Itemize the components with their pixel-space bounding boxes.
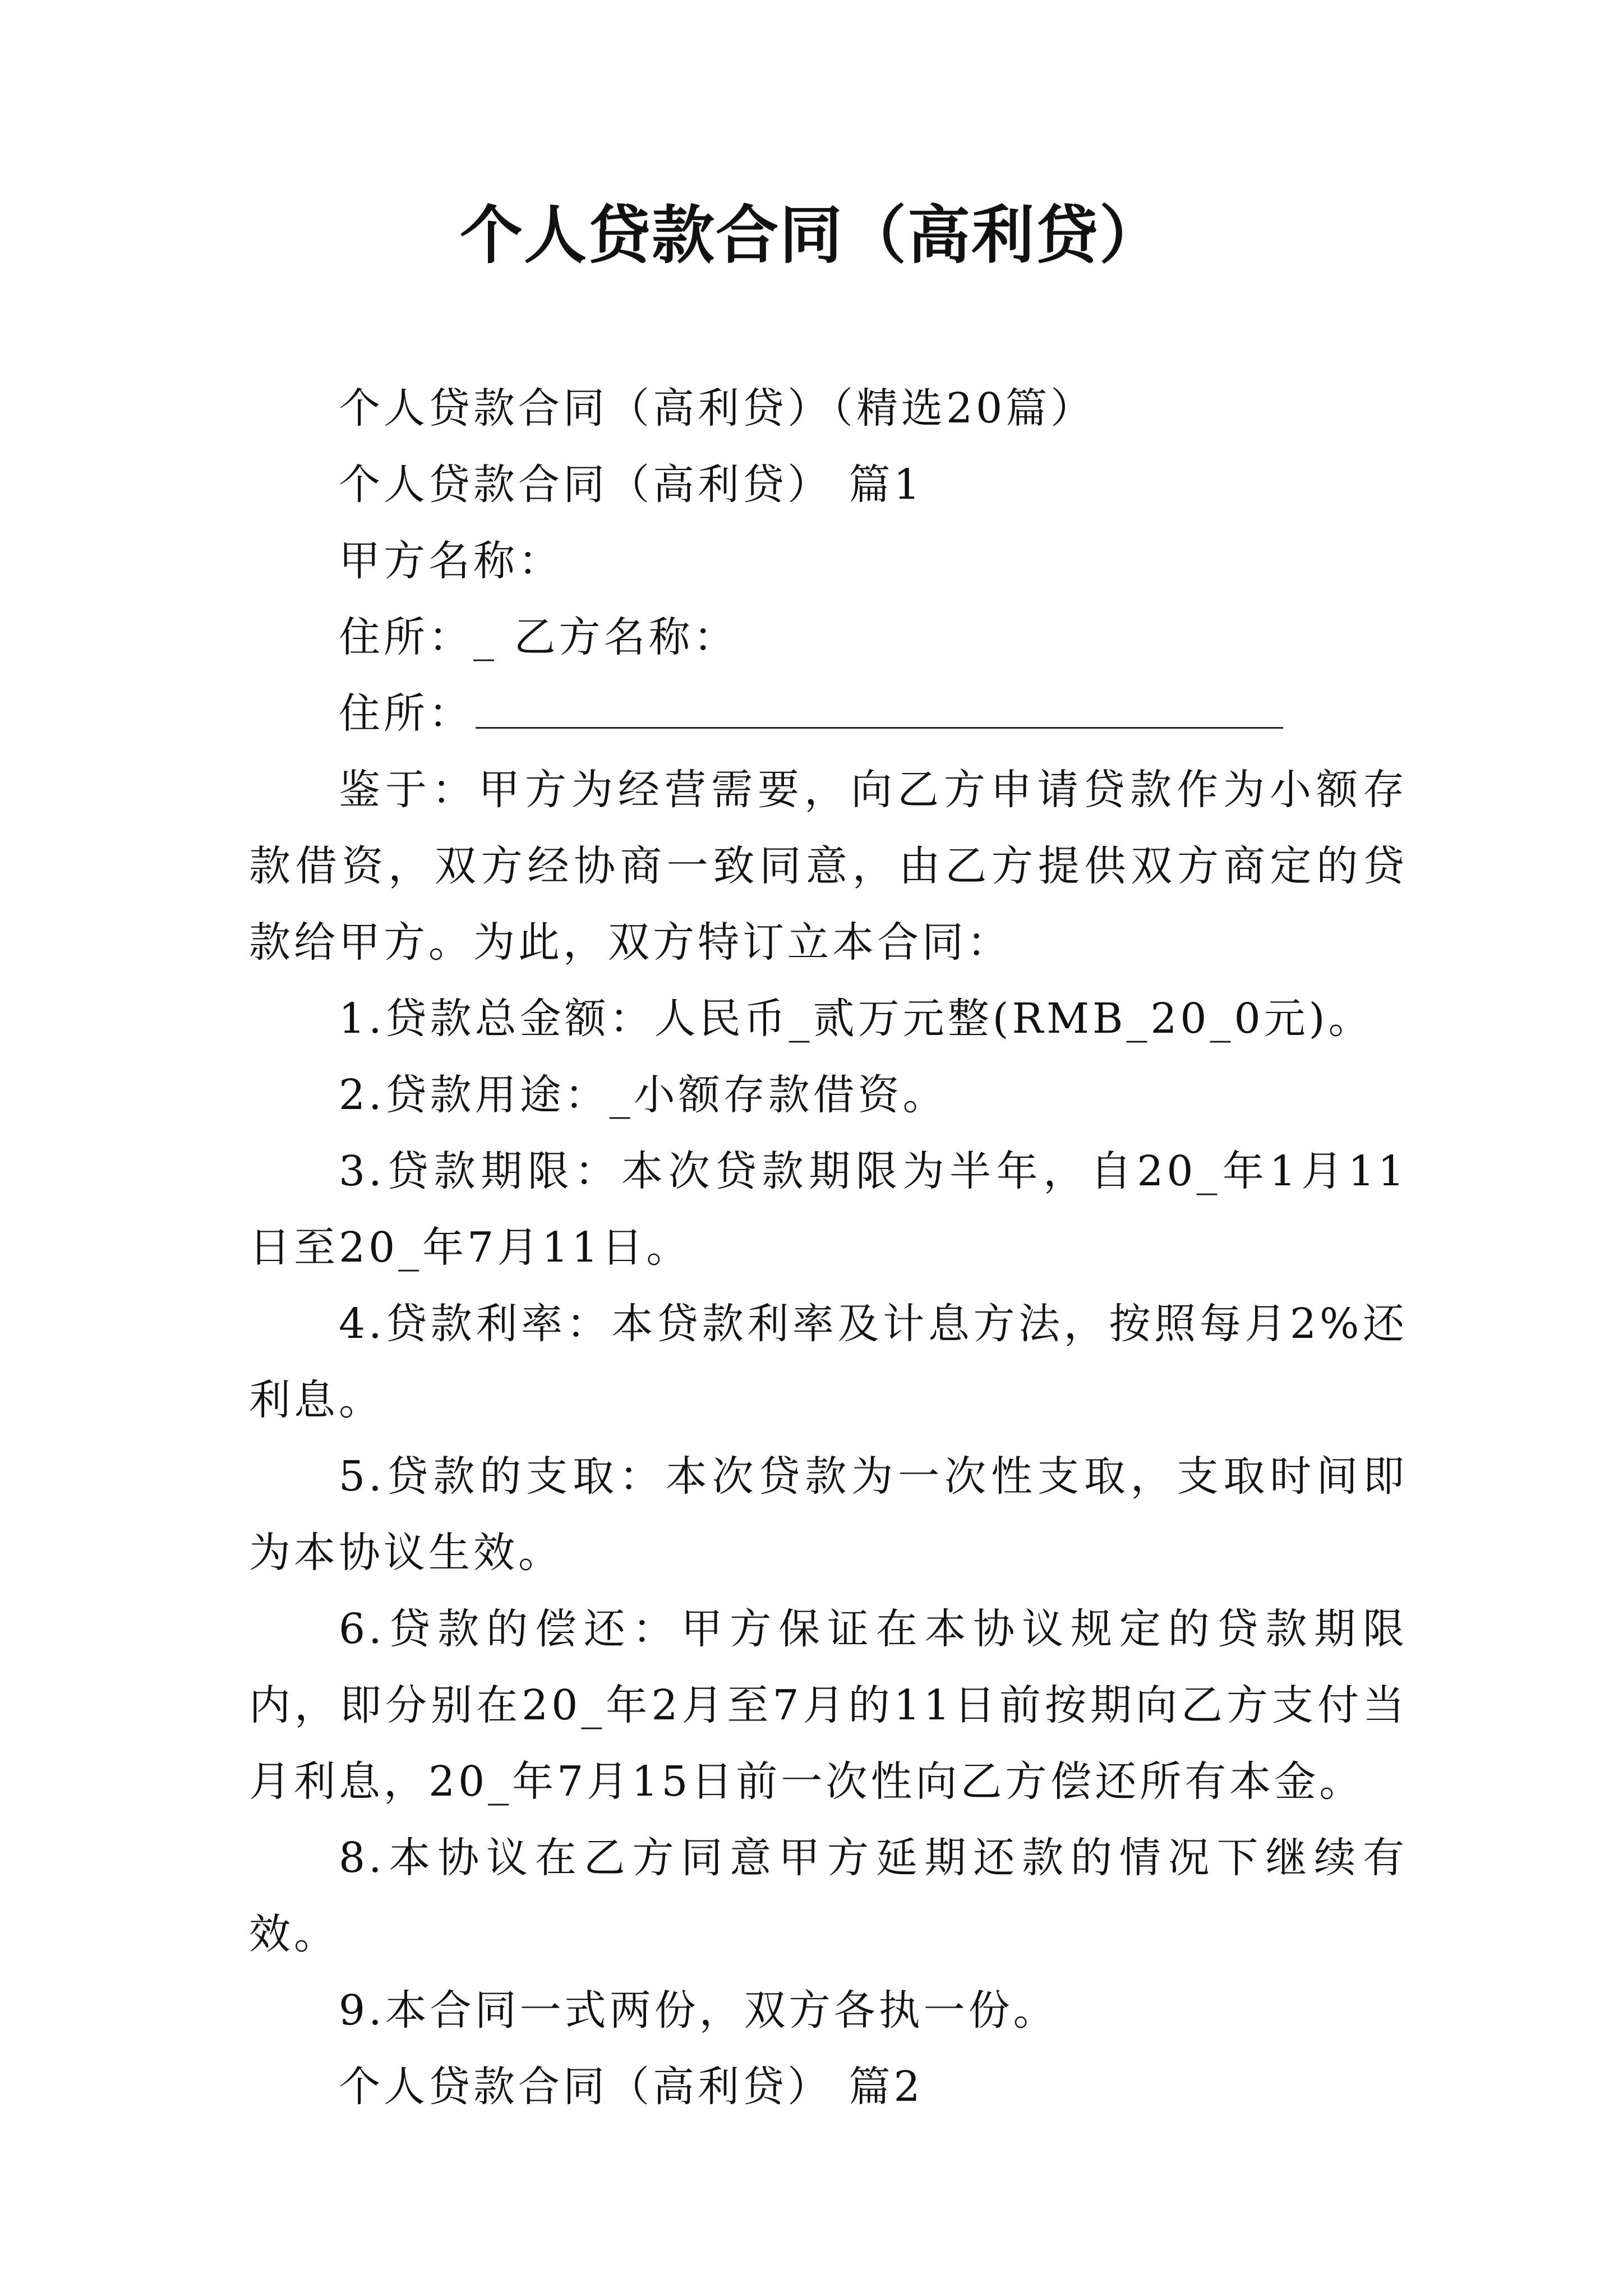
address-label: 住所：: [339, 689, 473, 738]
party-a-name-line: 甲方名称：: [339, 537, 563, 585]
section-heading-1: 个人贷款合同（高利贷） 篇1: [339, 461, 924, 509]
document-title: 个人贷款合同（高利贷）: [460, 199, 1163, 272]
clause-8: 8.本协议在乙方同意甲方延期还款的情况下继续有效。: [249, 1834, 1408, 1958]
clause-6: 6.贷款的偿还：甲方保证在本协议规定的贷款期限内，即分别在20_年2月至7月的11日前按期向乙方支付当月利息，20_年7月15日前一次性向乙方偿还所有本金。: [249, 1605, 1408, 1806]
clause-5: 5.贷款的支取：本次贷款为一次性支取，支取时间即为本协议生效。: [249, 1452, 1408, 1577]
section-heading-2: 个人贷款合同（高利贷） 篇2: [339, 2063, 924, 2111]
document-body: [249, 370, 1408, 2125]
subtitle-line: 个人贷款合同（高利贷）（精选20篇）: [339, 384, 1096, 432]
clause-4: 4.贷款利率：本贷款利率及计息方法，按照每月2%还利息。: [249, 1300, 1408, 1424]
clause-2: 2.贷款用途：_小额存款借资。: [339, 1071, 948, 1119]
address-line: [249, 675, 1408, 752]
address-party-b-line: 住所：_ 乙方名称：: [339, 613, 739, 661]
recital-paragraph: 鉴于：甲方为经营需要，向乙方申请贷款作为小额存款借资，双方经协商一致同意，由乙方提供双方商定的贷款给甲方。为此，双方特订立本合同：: [249, 766, 1408, 967]
address-blank-underline: [476, 675, 1283, 729]
clause-1: 1.贷款总金额：人民币_贰万元整(RMB_20_0元)。: [339, 995, 1373, 1043]
clause-9: 9.本合同一式两份，双方各执一份。: [339, 1986, 1058, 2035]
clause-3: 3.贷款期限：本次贷款期限为半年，自20_年1月11日至20_年7月11日。: [249, 1147, 1408, 1272]
